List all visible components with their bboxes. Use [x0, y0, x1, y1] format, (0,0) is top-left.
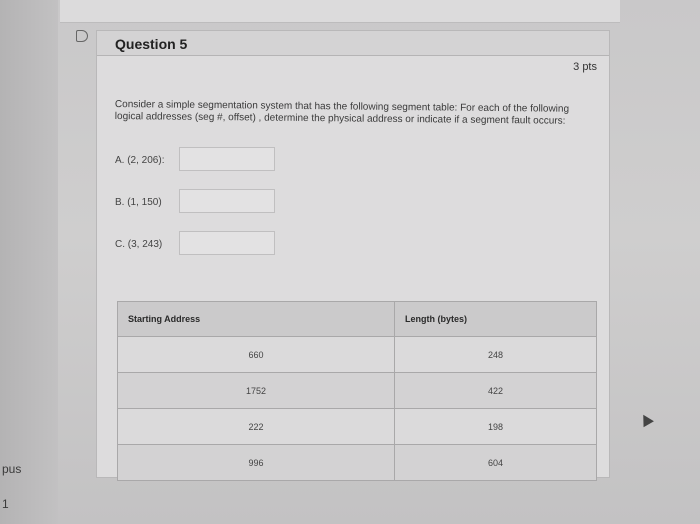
table-row: [118, 373, 597, 409]
cell-start-1: 1752: [118, 373, 395, 409]
header-starting-address: Starting Address: [118, 302, 395, 337]
part-a-label: A. (2, 206):: [115, 155, 165, 166]
part-c-label: C. (3, 243): [115, 239, 163, 250]
question-points: 3 pts: [573, 61, 597, 73]
question-card: [96, 30, 610, 478]
segment-table: [117, 301, 597, 481]
cell-length-0: 248: [395, 337, 597, 373]
cell-length-1: 422: [395, 373, 597, 409]
sidebar-text-partial: pus: [2, 462, 22, 476]
part-b-answer-input[interactable]: [179, 189, 275, 213]
table-header-row: [118, 302, 597, 337]
table-row: [118, 337, 597, 373]
cell-length-3: 604: [395, 445, 597, 481]
flag-icon[interactable]: [76, 30, 88, 42]
table-row: [118, 409, 597, 445]
question-title: Question 5: [115, 36, 188, 52]
cell-start-3: 996: [118, 445, 395, 481]
background-left-strip: [0, 0, 58, 524]
question-prompt: Consider a simple segmentation system that has the following segment table: For each of the following logical addresses (seg #, offset) , determine the physical address or indicate if a segment fault occurs:: [114, 99, 570, 127]
sidebar-text-partial-2: 1: [2, 497, 9, 511]
cell-start-2: 222: [118, 409, 395, 445]
header-length: Length (bytes): [395, 302, 597, 337]
part-c-answer-input[interactable]: [179, 231, 275, 255]
mouse-cursor-icon: [638, 412, 654, 428]
cell-start-0: 660: [118, 337, 395, 373]
part-a-answer-input[interactable]: [179, 147, 275, 171]
part-b-label: B. (1, 150): [115, 197, 162, 208]
table-row: [118, 445, 597, 481]
previous-question-edge: [60, 0, 620, 23]
question-header: [97, 31, 609, 56]
cell-length-2: 198: [395, 409, 597, 445]
